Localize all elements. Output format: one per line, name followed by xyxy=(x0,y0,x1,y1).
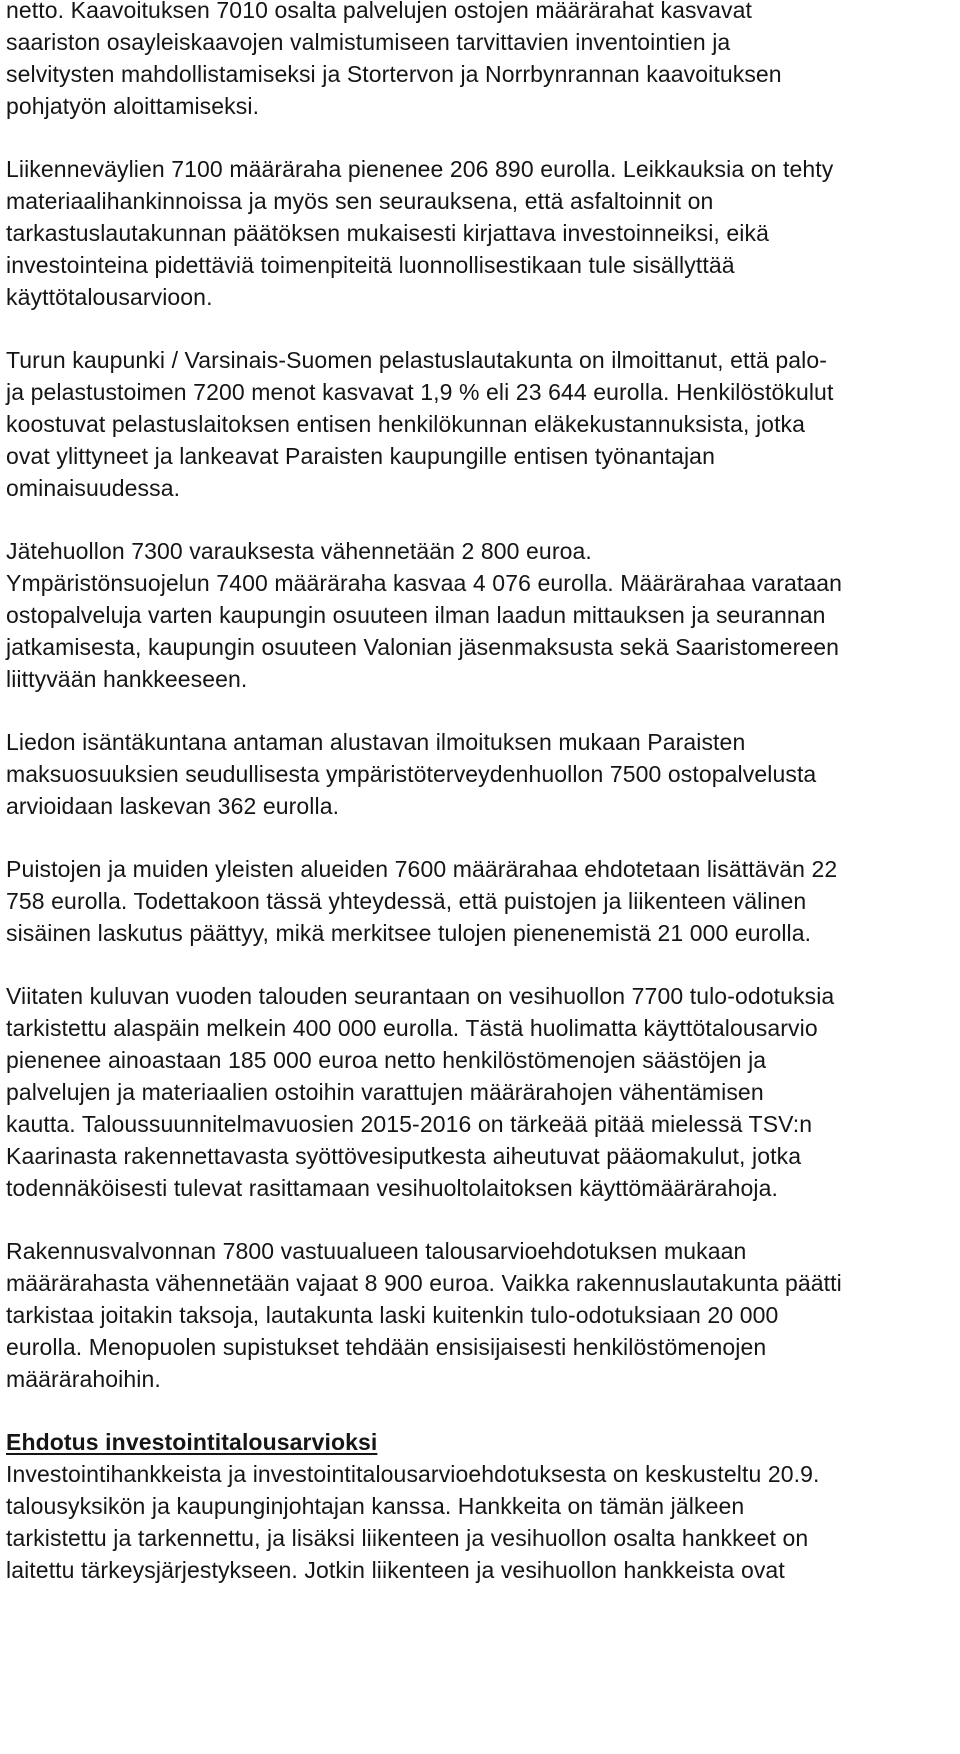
paragraph-line: Kaarinasta rakennettavasta syöttövesiputkesta aiheutuvat pääomakulut, jotka xyxy=(6,1143,802,1169)
paragraph-line: pohjatyön aloittamiseksi. xyxy=(6,93,260,119)
paragraph-line: Liedon isäntäkuntana antaman alustavan ilmoituksen mukaan Paraisten xyxy=(6,729,746,755)
paragraph-line: Jätehuollon 7300 varauksesta vähennetään 2 800 euroa. xyxy=(6,538,592,564)
section-heading: Ehdotus investointitalousarvioksi xyxy=(6,1429,378,1455)
paragraph-line: todennäköisesti tulevat rasittamaan vesihuoltolaitoksen käyttömäärärahoja. xyxy=(6,1175,778,1201)
paragraph-line: tarkistettu ja tarkennettu, ja lisäksi liikenteen ja vesihuollon osalta hankkeet on xyxy=(6,1525,809,1551)
paragraph-line: ja pelastustoimen 7200 menot kasvavat 1,9 % eli 23 644 eurolla. Henkilöstökulut xyxy=(6,379,834,405)
paragraph-line: eurolla. Menopuolen supistukset tehdään ensisijaisesti henkilöstömenojen xyxy=(6,1334,767,1360)
paragraph-line: Ympäristönsuojelun 7400 määräraha kasvaa 4 076 eurolla. Määrärahaa varataan xyxy=(6,570,843,596)
paragraph-line: selvitysten mahdollistamiseksi ja Stortervon ja Norrbynrannan kaavoituksen xyxy=(6,61,782,87)
paragraph-line: netto. Kaavoituksen 7010 osalta palvelujen ostojen määrärahat kasvavat xyxy=(6,0,753,23)
paragraph-line: saariston osayleiskaavojen valmistumiseen tarvittavien inventointien ja xyxy=(6,29,731,55)
paragraph-line: jatkamisesta, kaupungin osuuteen Valonian jäsenmaksusta sekä Saaristomereen xyxy=(6,634,840,660)
paragraph-line: Rakennusvalvonnan 7800 vastuualueen talousarvioehdotuksen mukaan xyxy=(6,1238,747,1264)
paragraph-line: tarkistettu alaspäin melkein 400 000 eurolla. Tästä huolimatta käyttötalousarvio xyxy=(6,1015,818,1041)
paragraph-line: ominaisuudessa. xyxy=(6,475,181,501)
paragraph-line: käyttötalousarvioon. xyxy=(6,284,213,310)
paragraph-line: pienenee ainoastaan 185 000 euroa netto henkilöstömenojen säästöjen ja xyxy=(6,1047,767,1073)
paragraph-line: Viitaten kuluvan vuoden talouden seurantaan on vesihuollon 7700 tulo-odotuksia xyxy=(6,983,835,1009)
paragraph-line: arvioidaan laskevan 362 eurolla. xyxy=(6,793,340,819)
paragraph-line: määrärahoihin. xyxy=(6,1366,161,1392)
paragraph-line: maksuosuuksien seudullisesta ympäristöterveydenhuollon 7500 ostopalvelusta xyxy=(6,761,817,787)
paragraph-line: Investointihankkeista ja investointitalousarvioehdotuksesta on keskusteltu 20.9. xyxy=(6,1461,820,1487)
paragraph-line: Puistojen ja muiden yleisten alueiden 7600 määrärahaa ehdotetaan lisättävän 22 xyxy=(6,856,838,882)
paragraph-line: ovat ylittyneet ja lankeavat Paraisten kaupungille entisen työnantajan xyxy=(6,443,715,469)
paragraph-line: laitettu tärkeysjärjestykseen. Jotkin liikenteen ja vesihuollon hankkeista ovat xyxy=(6,1557,785,1583)
paragraph-line: ostopalveluja varten kaupungin osuuteen ilman laadun mittauksen ja seurannan xyxy=(6,602,826,628)
paragraph-line: määrärahasta vähennetään vajaat 8 900 euroa. Vaikka rakennuslautakunta päätti xyxy=(6,1270,842,1296)
paragraph-line: liittyvään hankkeeseen. xyxy=(6,666,248,692)
paragraph-line: koostuvat pelastuslaitoksen entisen henkilökunnan eläkekustannuksista, jotka xyxy=(6,411,806,437)
paragraph-line: Turun kaupunki / Varsinais-Suomen pelastuslautakunta on ilmoittanut, että palo- xyxy=(6,347,828,373)
paragraph-line: materiaalihankinnoissa ja myös sen seurauksena, että asfaltoinnit on xyxy=(6,188,714,214)
paragraph-line: talousyksikön ja kaupunginjohtajan kanssa. Hankkeita on tämän jälkeen xyxy=(6,1493,745,1519)
paragraph-line: palvelujen ja materiaalien ostoihin varattujen määrärahojen vähentämisen xyxy=(6,1079,764,1105)
paragraph-line: 758 eurolla. Todettakoon tässä yhteydessä, että puistojen ja liikenteen välinen xyxy=(6,888,807,914)
paragraph-line: kautta. Taloussuunnitelmavuosien 2015-2016 on tärkeää pitää mielessä TSV:n xyxy=(6,1111,813,1137)
paragraph-line: Liikenneväylien 7100 määräraha pienenee 206 890 eurolla. Leikkauksia on tehty xyxy=(6,156,834,182)
paragraph-line: sisäinen laskutus päättyy, mikä merkitsee tulojen pienenemistä 21 000 eurolla. xyxy=(6,920,812,946)
paragraph-line: investointeina pidettäviä toimenpiteitä luonnollisestikaan tule sisällyttää xyxy=(6,252,735,278)
paragraph-line: tarkastuslautakunnan päätöksen mukaisesti kirjattava investoinneiksi, eikä xyxy=(6,220,769,246)
paragraph-line: tarkistaa joitakin taksoja, lautakunta laski kuitenkin tulo-odotuksiaan 20 000 xyxy=(6,1302,779,1328)
